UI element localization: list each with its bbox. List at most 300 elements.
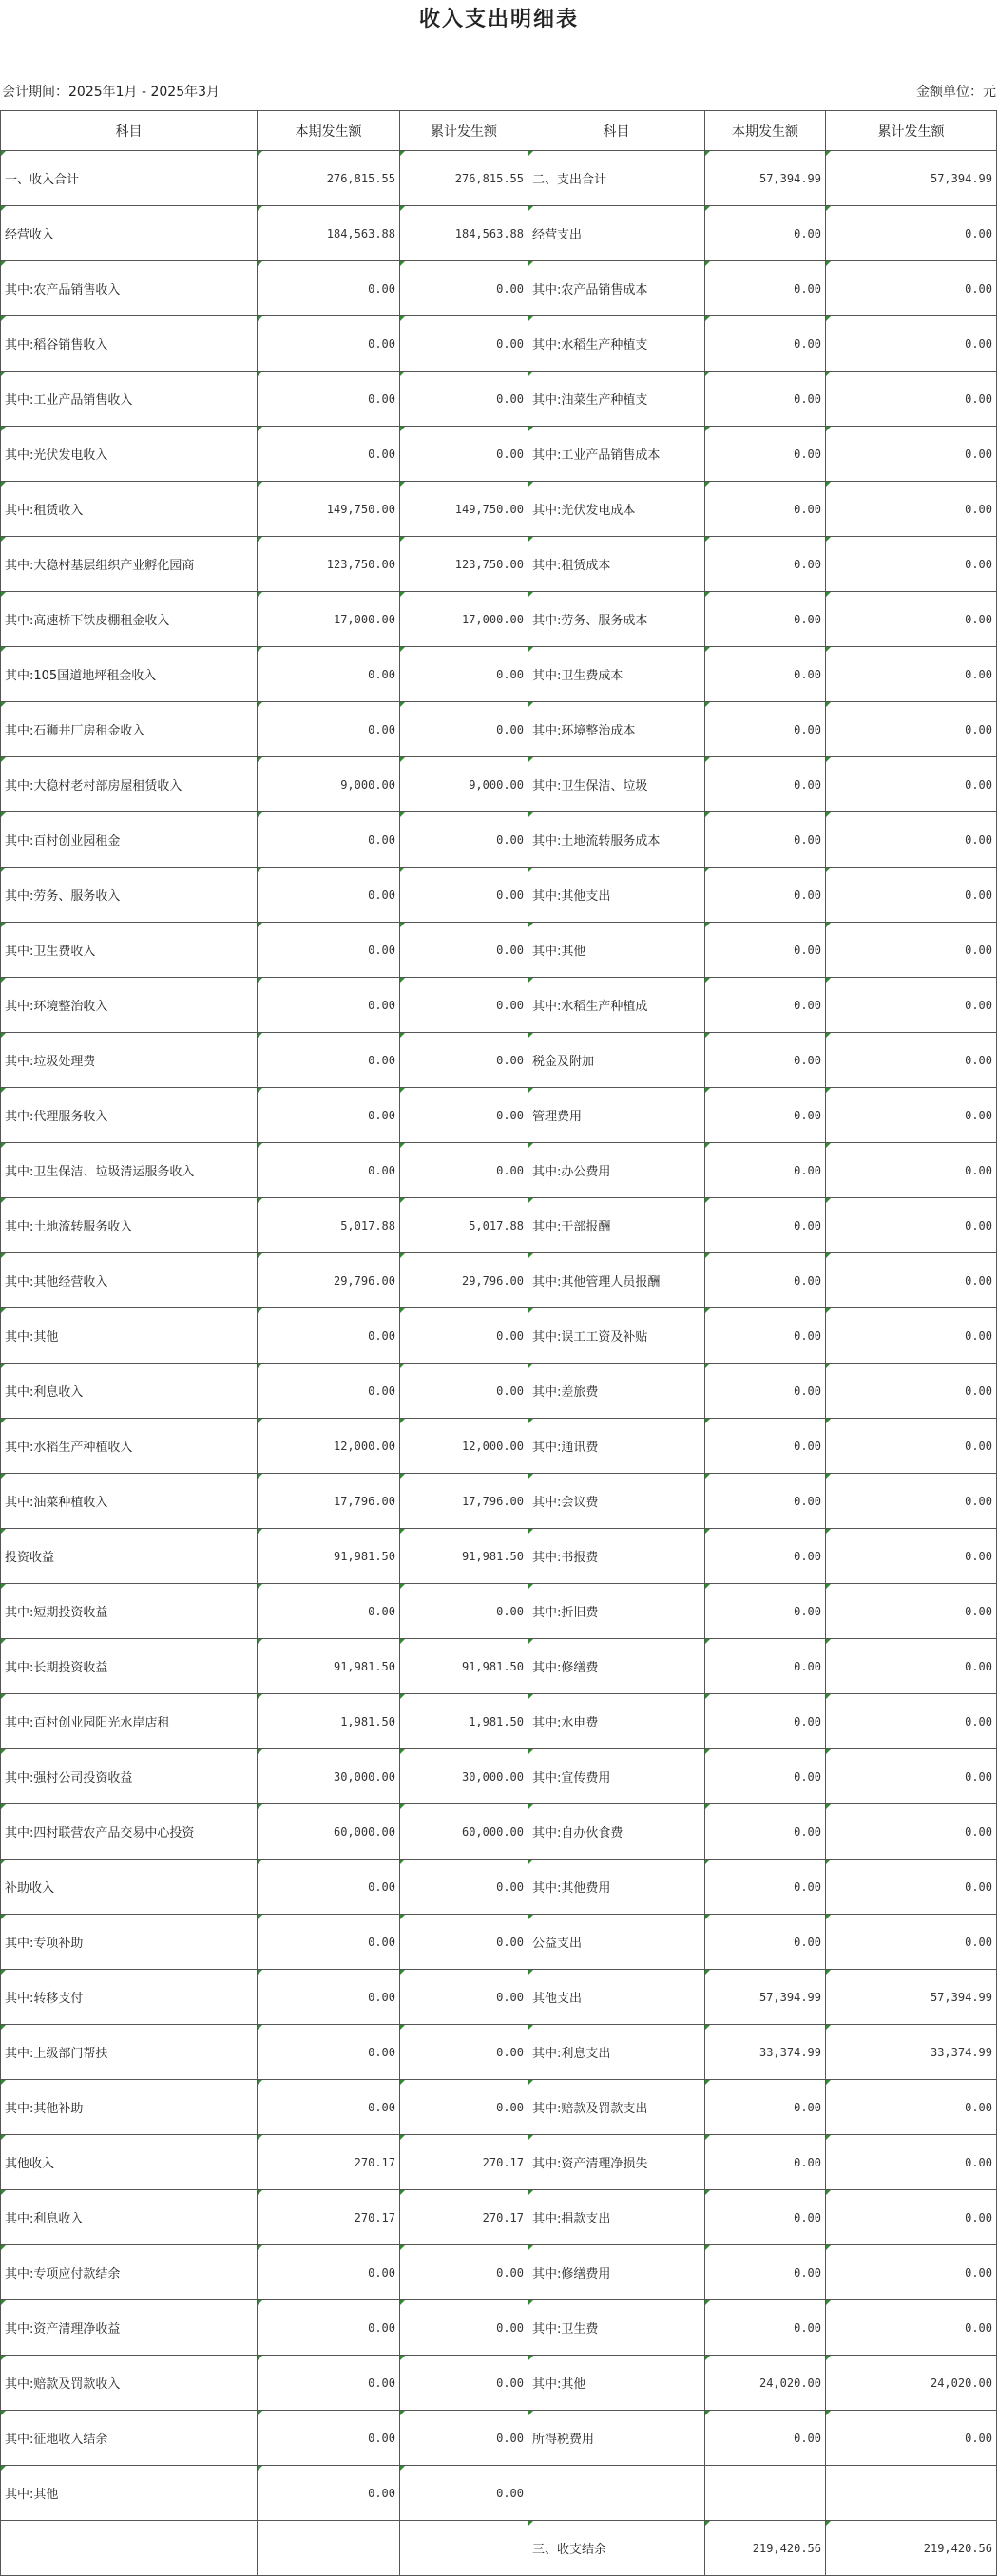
expense-cumulative-amount: 0.00 [826,923,997,978]
income-cumulative-amount: 0.00 [400,868,528,923]
income-item-label: 其中:其他经营收入 [1,1253,258,1308]
expense-current-amount: 0.00 [705,2300,826,2356]
expense-item-label: 其中:折旧费 [528,1584,705,1639]
expense-current-amount: 0.00 [705,1529,826,1584]
table-row [1,372,997,427]
accounting-period: 会计期间：2025年1月 - 2025年3月 [2,85,221,100]
expense-current-amount: 0.00 [705,1860,826,1915]
income-current-amount: 276,815.55 [258,151,400,206]
income-cumulative-amount: 0.00 [400,702,528,757]
income-current-amount: 0.00 [258,2245,400,2300]
income-current-amount: 0.00 [258,1584,400,1639]
income-current-amount: 0.00 [258,2025,400,2080]
expense-current-amount: 0.00 [705,1253,826,1308]
table-row [1,2025,997,2080]
expense-item-label: 其中:卫生费成本 [528,647,705,702]
expense-item-label: 其中:宣传费用 [528,1749,705,1804]
income-item-label: 其中:其他 [1,1308,258,1364]
expense-current-amount: 0.00 [705,1749,826,1804]
expense-current-amount: 57,394.99 [705,151,826,206]
income-item-label: 其中:其他 [1,2466,258,2521]
expense-cumulative-amount: 0.00 [826,2411,997,2466]
currency-unit: 金额单位：元 [916,85,996,100]
table-row [1,151,997,206]
income-cumulative-amount: 91,981.50 [400,1529,528,1584]
income-cumulative-amount: 1,981.50 [400,1694,528,1749]
table-row [1,1970,997,2025]
income-item-label: 其中:工业产品销售收入 [1,372,258,427]
expense-cumulative-amount: 0.00 [826,1474,997,1529]
table-row [1,2300,997,2356]
expense-cumulative-amount: 0.00 [826,978,997,1033]
income-item-label: 其中:利息收入 [1,2190,258,2245]
expense-item-label: 其中:环境整治成本 [528,702,705,757]
income-current-amount: 0.00 [258,372,400,427]
expense-current-amount: 0.00 [705,1033,826,1088]
income-cumulative-amount: 276,815.55 [400,151,528,206]
income-current-amount: 17,796.00 [258,1474,400,1529]
column-header: 累计发生额 [826,111,997,151]
expense-cumulative-amount: 0.00 [826,812,997,868]
expense-current-amount: 0.00 [705,537,826,592]
table-row [1,2245,997,2300]
expense-current-amount: 0.00 [705,978,826,1033]
expense-current-amount: 0.00 [705,2245,826,2300]
income-cumulative-amount: 17,000.00 [400,592,528,647]
expense-cumulative-amount: 0.00 [826,2190,997,2245]
table-row [1,1694,997,1749]
expense-current-amount: 0.00 [705,1198,826,1253]
expense-current-amount: 0.00 [705,1584,826,1639]
income-cumulative-amount: 270.17 [400,2190,528,2245]
income-current-amount: 0.00 [258,647,400,702]
income-cumulative-amount: 0.00 [400,978,528,1033]
expense-item-label: 其中:卫生保洁、垃圾 [528,757,705,812]
income-current-amount: 0.00 [258,978,400,1033]
expense-current-amount: 0.00 [705,757,826,812]
income-cumulative-amount: 123,750.00 [400,537,528,592]
expense-current-amount: 0.00 [705,482,826,537]
income-item-label: 其中:垃圾处理费 [1,1033,258,1088]
income-current-amount: 270.17 [258,2190,400,2245]
column-header: 累计发生额 [400,111,528,151]
income-cumulative-amount: 0.00 [400,1308,528,1364]
expense-current-amount: 0.00 [705,2190,826,2245]
expense-item-label: 其中:误工工资及补贴 [528,1308,705,1364]
income-current-amount: 12,000.00 [258,1419,400,1474]
expense-cumulative-amount: 0.00 [826,2080,997,2135]
expense-cumulative-amount: 0.00 [826,316,997,372]
income-item-label: 其中:农产品销售收入 [1,261,258,316]
expense-item-label: 其中:其他费用 [528,1860,705,1915]
table-row [1,978,997,1033]
column-header: 本期发生额 [705,111,826,151]
column-header: 科目 [1,111,258,151]
expense-cumulative-amount: 57,394.99 [826,1970,997,2025]
income-item-label: 其中:劳务、服务收入 [1,868,258,923]
income-current-amount: 60,000.00 [258,1804,400,1860]
expense-current-amount: 0.00 [705,1364,826,1419]
income-cumulative-amount: 0.00 [400,647,528,702]
table-row [1,1584,997,1639]
income-cumulative-amount: 0.00 [400,2245,528,2300]
income-current-amount: 0.00 [258,1088,400,1143]
table-row [1,757,997,812]
income-item-label: 其中:短期投资收益 [1,1584,258,1639]
table-row [1,1639,997,1694]
table-row [1,1308,997,1364]
income-item-label: 其中:专项补助 [1,1915,258,1970]
table-row [1,427,997,482]
expense-cumulative-amount: 0.00 [826,592,997,647]
income-cumulative-amount: 149,750.00 [400,482,528,537]
expense-cumulative-amount: 0.00 [826,1033,997,1088]
expense-cumulative-amount: 0.00 [826,1198,997,1253]
expense-current-amount: 0.00 [705,372,826,427]
expense-cumulative-amount: 0.00 [826,1308,997,1364]
income-item-label: 其中:上级部门帮扶 [1,2025,258,2080]
income-cumulative-amount: 0.00 [400,372,528,427]
expense-cumulative-amount: 0.00 [826,1749,997,1804]
expense-item-label: 其中:油菜生产种植支 [528,372,705,427]
expense-current-amount: 219,420.56 [705,2521,826,2576]
income-current-amount [258,2521,400,2576]
expense-item-label: 其中:会议费 [528,1474,705,1529]
expense-item-label: 管理费用 [528,1088,705,1143]
income-item-label: 其中:105国道地坪租金收入 [1,647,258,702]
expense-item-label: 其中:捐款支出 [528,2190,705,2245]
expense-current-amount: 0.00 [705,1804,826,1860]
expense-item-label: 其中:水稻生产种植成 [528,978,705,1033]
expense-cumulative-amount: 0.00 [826,2135,997,2190]
expense-cumulative-amount: 0.00 [826,2300,997,2356]
expense-cumulative-amount: 219,420.56 [826,2521,997,2576]
income-current-amount: 0.00 [258,702,400,757]
income-current-amount: 30,000.00 [258,1749,400,1804]
table-row [1,1804,997,1860]
table-row [1,1198,997,1253]
expense-item-label: 其中:其他 [528,923,705,978]
expense-current-amount: 0.00 [705,647,826,702]
expense-current-amount: 0.00 [705,427,826,482]
income-cumulative-amount: 5,017.88 [400,1198,528,1253]
expense-item-label: 其中:干部报酬 [528,1198,705,1253]
income-cumulative-amount: 0.00 [400,1860,528,1915]
expense-cumulative-amount: 24,020.00 [826,2356,997,2411]
income-item-label: 其中:卫生保洁、垃圾清运服务收入 [1,1143,258,1198]
table-row [1,2135,997,2190]
income-item-label: 补助收入 [1,1860,258,1915]
expense-current-amount: 0.00 [705,923,826,978]
income-current-amount: 0.00 [258,1364,400,1419]
expense-item-label: 其中:资产清理净损失 [528,2135,705,2190]
expense-current-amount: 0.00 [705,1143,826,1198]
income-item-label [1,2521,258,2576]
income-item-label: 其中:百村创业园租金 [1,812,258,868]
expense-cumulative-amount: 0.00 [826,1364,997,1419]
income-current-amount: 123,750.00 [258,537,400,592]
column-header: 本期发生额 [258,111,400,151]
expense-cumulative-amount: 0.00 [826,427,997,482]
expense-cumulative-amount: 0.00 [826,1639,997,1694]
income-item-label: 其中:强村公司投资收益 [1,1749,258,1804]
table-row [1,2521,997,2576]
income-cumulative-amount: 91,981.50 [400,1639,528,1694]
column-header: 科目 [528,111,705,151]
expense-cumulative-amount: 0.00 [826,1584,997,1639]
income-cumulative-amount: 0.00 [400,1915,528,1970]
table-row [1,868,997,923]
income-cumulative-amount: 0.00 [400,1970,528,2025]
table-row [1,923,997,978]
income-item-label: 其中:长期投资收益 [1,1639,258,1694]
expense-item-label: 其中:水稻生产种植支 [528,316,705,372]
expense-cumulative-amount: 0.00 [826,1088,997,1143]
table-row [1,1915,997,1970]
income-current-amount: 91,981.50 [258,1639,400,1694]
income-current-amount: 0.00 [258,1860,400,1915]
table-row [1,2356,997,2411]
expense-item-label: 其中:其他 [528,2356,705,2411]
expense-item-label: 其中:土地流转服务成本 [528,812,705,868]
table-row [1,1529,997,1584]
table-row [1,2466,997,2521]
table-row [1,316,997,372]
expense-item-label: 其中:通讯费 [528,1419,705,1474]
expense-item-label: 其中:书报费 [528,1529,705,1584]
income-current-amount: 91,981.50 [258,1529,400,1584]
income-cumulative-amount: 0.00 [400,2300,528,2356]
income-current-amount: 0.00 [258,1308,400,1364]
expense-cumulative-amount: 0.00 [826,1804,997,1860]
expense-cumulative-amount: 0.00 [826,261,997,316]
income-cumulative-amount: 30,000.00 [400,1749,528,1804]
expense-current-amount: 0.00 [705,1419,826,1474]
expense-current-amount: 0.00 [705,1639,826,1694]
income-current-amount: 0.00 [258,1143,400,1198]
expense-cumulative-amount: 0.00 [826,1253,997,1308]
income-current-amount: 9,000.00 [258,757,400,812]
expense-item-label: 其中:办公费用 [528,1143,705,1198]
income-cumulative-amount [400,2521,528,2576]
expense-current-amount: 0.00 [705,206,826,261]
income-cumulative-amount: 0.00 [400,2356,528,2411]
income-item-label: 其中:水稻生产种植收入 [1,1419,258,1474]
income-current-amount: 270.17 [258,2135,400,2190]
income-item-label: 其中:四村联营农产品交易中心投资 [1,1804,258,1860]
expense-cumulative-amount: 0.00 [826,2245,997,2300]
expense-cumulative-amount: 0.00 [826,1419,997,1474]
income-item-label: 其中:资产清理净收益 [1,2300,258,2356]
expense-current-amount: 57,394.99 [705,1970,826,2025]
expense-item-label: 其中:水电费 [528,1694,705,1749]
income-cumulative-amount: 0.00 [400,1364,528,1419]
income-cumulative-amount: 270.17 [400,2135,528,2190]
income-cumulative-amount: 12,000.00 [400,1419,528,1474]
table-row [1,261,997,316]
income-current-amount: 0.00 [258,2356,400,2411]
expense-current-amount: 0.00 [705,1474,826,1529]
expense-current-amount: 0.00 [705,1308,826,1364]
expense-item-label: 其中:劳务、服务成本 [528,592,705,647]
income-current-amount: 0.00 [258,316,400,372]
income-current-amount: 0.00 [258,2411,400,2466]
expense-cumulative-amount: 0.00 [826,647,997,702]
expense-item-label: 其中:修缮费 [528,1639,705,1694]
expense-cumulative-amount: 0.00 [826,1529,997,1584]
expense-item-label: 其中:其他管理人员报酬 [528,1253,705,1308]
expense-item-label: 税金及附加 [528,1033,705,1088]
income-cumulative-amount: 0.00 [400,1088,528,1143]
expense-item-label: 经营支出 [528,206,705,261]
expense-cumulative-amount: 57,394.99 [826,151,997,206]
table-row [1,1143,997,1198]
income-current-amount: 0.00 [258,923,400,978]
income-current-amount: 149,750.00 [258,482,400,537]
expense-item-label: 其中:其他支出 [528,868,705,923]
income-item-label: 其中:稻谷销售收入 [1,316,258,372]
expense-cumulative-amount: 0.00 [826,1860,997,1915]
expense-item-label: 二、支出合计 [528,151,705,206]
income-item-label: 其中:大稳村老村部房屋租赁收入 [1,757,258,812]
expense-cumulative-amount [826,2466,997,2521]
expense-current-amount [705,2466,826,2521]
expense-item-label: 其中:利息支出 [528,2025,705,2080]
table-row [1,1088,997,1143]
table-body [1,151,997,2576]
table-row [1,702,997,757]
income-item-label: 其中:租赁收入 [1,482,258,537]
table-row [1,812,997,868]
table-row [1,1419,997,1474]
expense-current-amount: 0.00 [705,261,826,316]
expense-item-label: 其中:农产品销售成本 [528,261,705,316]
table-header-row [1,111,997,151]
expense-item-label: 其他支出 [528,1970,705,2025]
expense-item-label: 其中:租赁成本 [528,537,705,592]
income-item-label: 其中:石狮井厂房租金收入 [1,702,258,757]
income-current-amount: 0.00 [258,812,400,868]
income-cumulative-amount: 0.00 [400,1033,528,1088]
income-cumulative-amount: 0.00 [400,2025,528,2080]
table-row [1,2080,997,2135]
income-item-label: 其中:代理服务收入 [1,1088,258,1143]
expense-item-label: 其中:赔款及罚款支出 [528,2080,705,2135]
income-current-amount: 17,000.00 [258,592,400,647]
income-cumulative-amount: 29,796.00 [400,1253,528,1308]
expense-cumulative-amount: 0.00 [826,702,997,757]
table-row [1,537,997,592]
expense-current-amount: 0.00 [705,868,826,923]
income-cumulative-amount: 0.00 [400,2080,528,2135]
income-cumulative-amount: 0.00 [400,812,528,868]
table-row [1,1253,997,1308]
income-current-amount: 1,981.50 [258,1694,400,1749]
expense-cumulative-amount: 0.00 [826,1694,997,1749]
income-item-label: 其中:土地流转服务收入 [1,1198,258,1253]
expense-cumulative-amount: 0.00 [826,757,997,812]
income-item-label: 其中:征地收入结余 [1,2411,258,2466]
income-item-label: 投资收益 [1,1529,258,1584]
income-item-label: 其他收入 [1,2135,258,2190]
expense-item-label: 其中:卫生费 [528,2300,705,2356]
income-item-label: 其中:卫生费收入 [1,923,258,978]
income-cumulative-amount: 0.00 [400,2411,528,2466]
table-row [1,1860,997,1915]
expense-current-amount: 0.00 [705,702,826,757]
income-current-amount: 5,017.88 [258,1198,400,1253]
income-item-label: 其中:环境整治收入 [1,978,258,1033]
expense-current-amount: 0.00 [705,1915,826,1970]
table-row [1,1033,997,1088]
expense-current-amount: 0.00 [705,316,826,372]
income-current-amount: 184,563.88 [258,206,400,261]
expense-cumulative-amount: 33,374.99 [826,2025,997,2080]
table-row [1,1749,997,1804]
expense-cumulative-amount: 0.00 [826,206,997,261]
income-item-label: 其中:其他补助 [1,2080,258,2135]
table-row [1,647,997,702]
income-item-label: 一、收入合计 [1,151,258,206]
income-item-label: 经营收入 [1,206,258,261]
income-cumulative-amount: 0.00 [400,1143,528,1198]
income-item-label: 其中:百村创业园阳光水岸店租 [1,1694,258,1749]
expense-current-amount: 0.00 [705,2135,826,2190]
income-cumulative-amount: 9,000.00 [400,757,528,812]
table-row [1,1474,997,1529]
expense-current-amount: 24,020.00 [705,2356,826,2411]
expense-current-amount: 0.00 [705,812,826,868]
expense-current-amount: 0.00 [705,592,826,647]
income-current-amount: 0.00 [258,1033,400,1088]
expense-item-label [528,2466,705,2521]
income-item-label: 其中:专项应付款结余 [1,2245,258,2300]
expense-cumulative-amount: 0.00 [826,1143,997,1198]
income-cumulative-amount: 0.00 [400,427,528,482]
income-expense-table [0,110,997,2576]
expense-cumulative-amount: 0.00 [826,1915,997,1970]
income-current-amount: 0.00 [258,2466,400,2521]
expense-current-amount: 0.00 [705,1694,826,1749]
income-cumulative-amount: 17,796.00 [400,1474,528,1529]
income-current-amount: 0.00 [258,1970,400,2025]
expense-cumulative-amount: 0.00 [826,482,997,537]
table-row [1,2411,997,2466]
table-row [1,2190,997,2245]
income-cumulative-amount: 184,563.88 [400,206,528,261]
income-item-label: 其中:利息收入 [1,1364,258,1419]
expense-current-amount: 33,374.99 [705,2025,826,2080]
expense-item-label: 其中:自办伙食费 [528,1804,705,1860]
income-cumulative-amount: 0.00 [400,1584,528,1639]
expense-current-amount: 0.00 [705,2411,826,2466]
income-item-label: 其中:转移支付 [1,1970,258,2025]
expense-item-label: 其中:修缮费用 [528,2245,705,2300]
expense-item-label: 其中:工业产品销售成本 [528,427,705,482]
income-cumulative-amount: 0.00 [400,316,528,372]
income-cumulative-amount: 0.00 [400,923,528,978]
income-current-amount: 0.00 [258,2300,400,2356]
table-row [1,206,997,261]
income-current-amount: 0.00 [258,1915,400,1970]
income-item-label: 其中:光伏发电收入 [1,427,258,482]
income-current-amount: 0.00 [258,427,400,482]
expense-current-amount: 0.00 [705,2080,826,2135]
expense-item-label: 其中:光伏发电成本 [528,482,705,537]
expense-cumulative-amount: 0.00 [826,372,997,427]
income-cumulative-amount: 0.00 [400,2466,528,2521]
table-row [1,482,997,537]
